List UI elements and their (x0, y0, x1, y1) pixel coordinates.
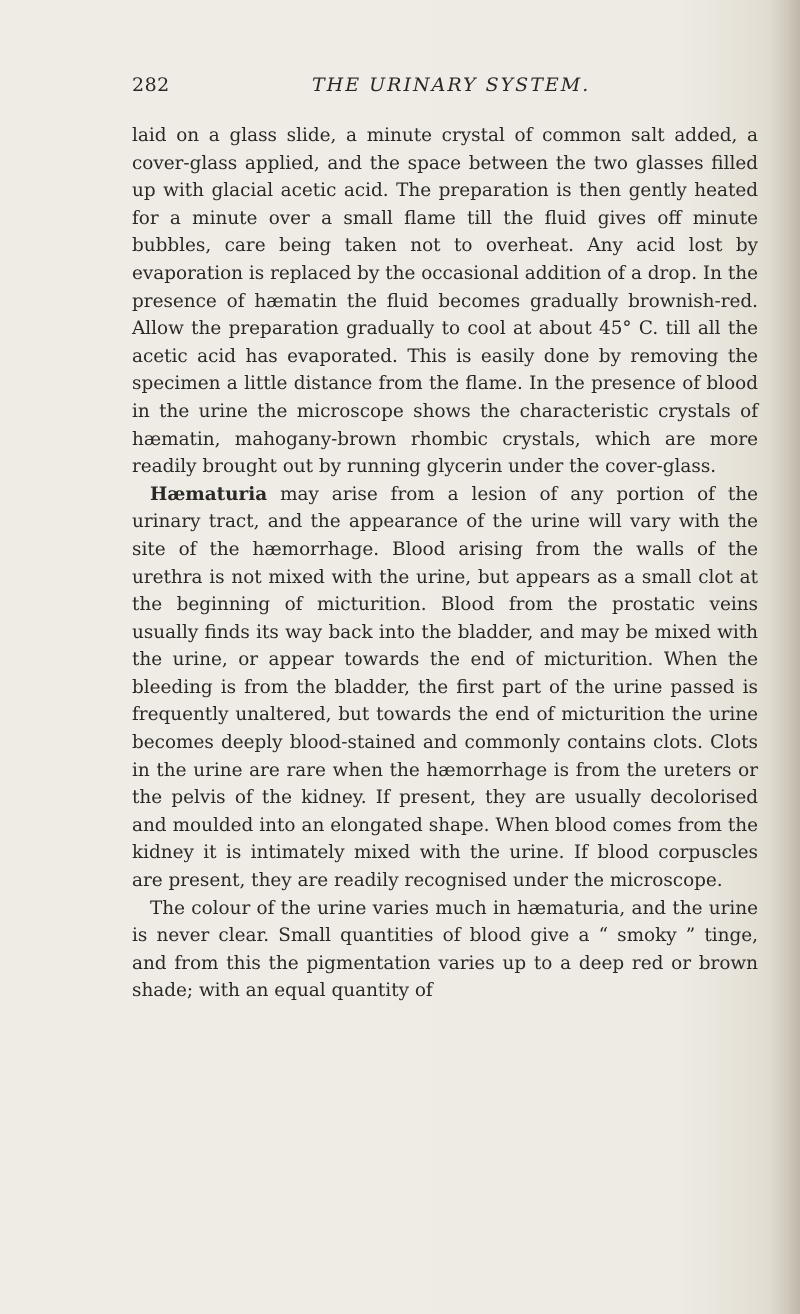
paragraph-lead-term: Hæmaturia (150, 483, 268, 505)
page-number: 282 (132, 74, 170, 96)
paragraph-text: The colour of the urine varies much in hæmaturia, and the urine is never clear. Small quantities of blood give a “ smoky ” tinge, and from this the pigmentation varies up to a deep red or brown shade; with an equal quantity of (132, 897, 758, 1002)
paragraph-haematuria (132, 481, 758, 895)
page-header (132, 74, 782, 104)
page-edge-shadow (770, 0, 800, 1314)
paragraph-text: may arise from a lesion of any portion of the urinary tract, and the appearance of the urine will vary with the site of the hæmorrhage. Blood arising from the walls of the urethra is not mixed with the urine, but appears as a small clot at the beginning of micturition. Blood from the prostatic veins usually finds its way back into the bladder, and may be mixed with the urine, or appear towards the end of micturition. When the bleeding is from the bladder, the first part of the urine passed is frequently unaltered, but towards the end of micturition the urine becomes deeply blood-stained and commonly contains clots. Clots in the urine are rare when the hæmorrhage is from the ureters or the pelvis of the kidney. If present, they are usually decolorised and moulded into an elongated shape. When blood comes from the kidney it is intimately mixed with the urine. If blood corpuscles are present, they are readily recognised under the microscope. (132, 483, 758, 892)
paragraph-continuation (132, 122, 758, 481)
paragraph-colour (132, 895, 758, 1005)
paragraph-text: laid on a glass slide, a minute crystal of common salt added, a cover-glass applied, and the space between the two glasses filled up with glacial acetic acid. The preparation is then gently heated for a minute over a small flame till the fluid gives off minute bubbles, care being taken not to overheat. Any acid lost by evaporation is replaced by the occasional addition of a drop. In the presence of hæmatin the fluid becomes gradually brownish-red. Allow the preparation gradually to cool at about 45° C. till all the acetic acid has evaporated. This is easily done by removing the specimen a little distance from the flame. In the presence of blood in the urine the microscope shows the characteristic crystals of hæmatin, mahogany-brown rhombic crystals, which are more readily brought out by running glycerin under the cover-glass. (132, 125, 758, 478)
running-head: THE URINARY SYSTEM. (312, 74, 591, 96)
body-text (132, 122, 758, 1005)
